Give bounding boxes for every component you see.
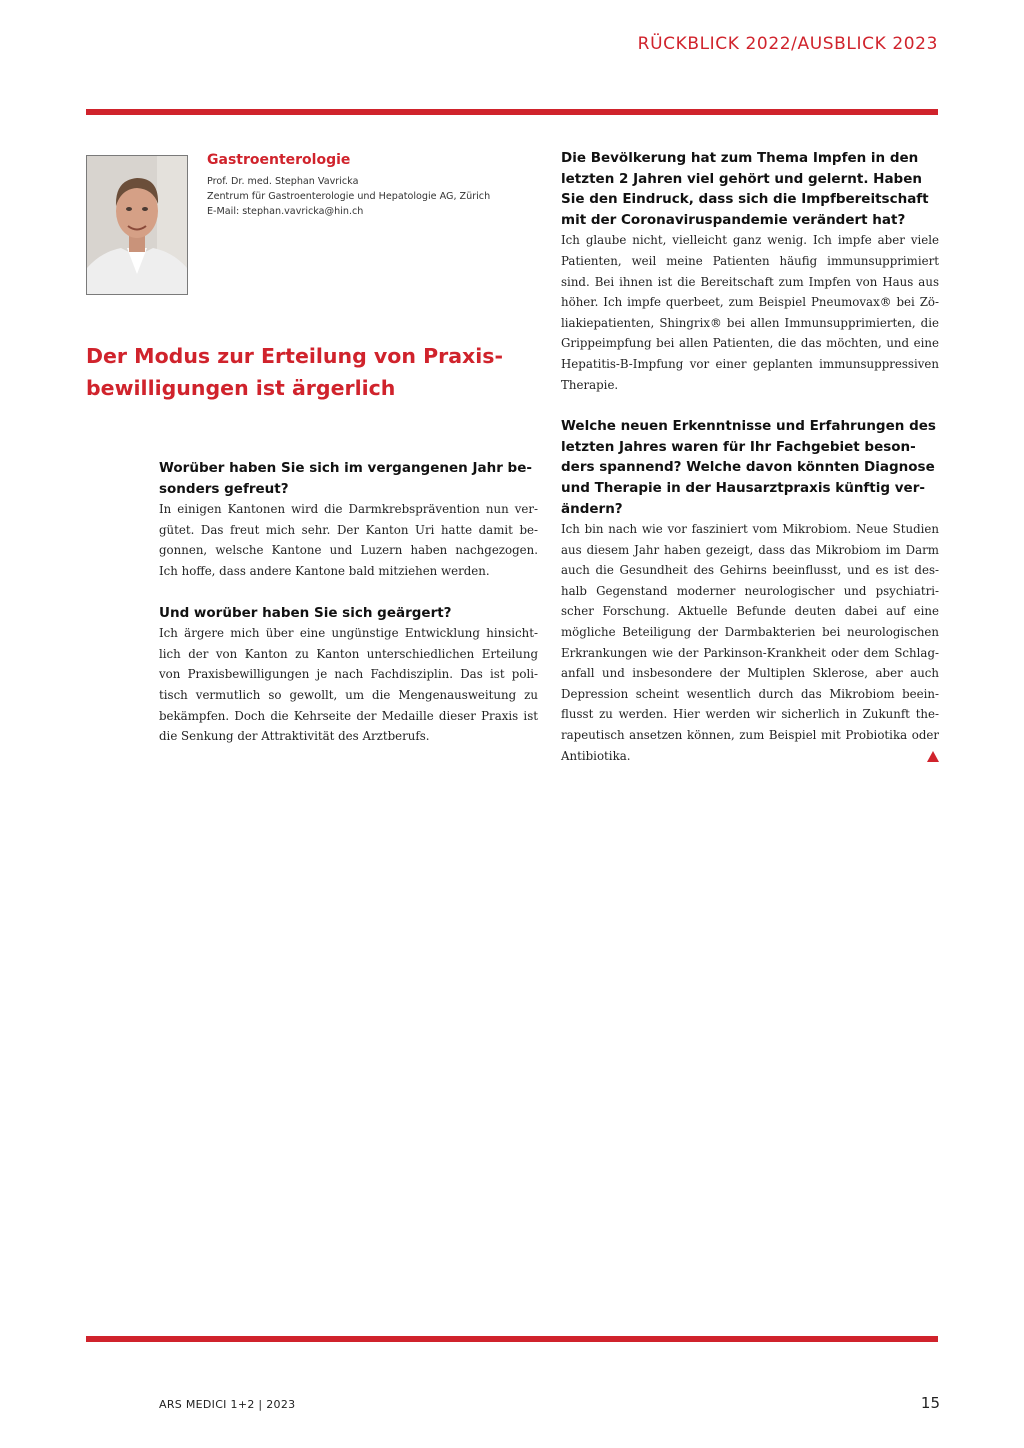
answer-paragraph <box>561 230 939 395</box>
question-line: Und worüber haben Sie sich geärgert? <box>159 604 452 621</box>
answer-line: Ich bin nach wie vor fasziniert vom Mikrobiom. Neue Studien <box>561 522 939 537</box>
answer-paragraph <box>159 623 538 747</box>
section-header: RÜCKBLICK 2022/AUSBLICK 2023 <box>637 34 938 54</box>
answer-line: von Praxisbewilligungen je nach Fachdisziplin. Das ist poli- <box>159 667 538 682</box>
answer-line: Therapie. <box>561 377 619 392</box>
question-line: letzten Jahres waren für Ihr Fachgebiet beson- <box>561 438 916 455</box>
answer-line: Depression scheint wesentlich durch das Mikrobiom beein- <box>561 686 939 701</box>
answer-line: Ich ärgere mich über eine ungünstige Entwicklung hinsicht- <box>159 626 538 641</box>
answer-line: höher. Ich impfe querbeet, zum Beispiel Pneumovax® bei Zö- <box>561 295 939 310</box>
answer-line: Hepatitis-B-Impfung vor einer geplanten immunsuppressiven <box>561 356 939 371</box>
answer-line: liakiepatienten, Shingrix® bei allen Immunsupprimierten, die <box>561 315 939 330</box>
page-number: 15 <box>920 1394 940 1412</box>
author-affiliation: Zentrum für Gastroenterologie und Hepatologie AG, Zürich <box>207 191 491 202</box>
answer-line: rapeutisch ansetzen können, zum Beispiel mit Probiotika oder <box>561 728 939 743</box>
answer-line: die Senkung der Attraktivität des Arztberufs. <box>159 729 430 744</box>
answer-line: lich der von Kanton zu Kanton unterschiedlichen Erteilung <box>159 646 538 661</box>
answer-line: auch die Gesundheit des Gehirns beeinflusst, und es ist des- <box>561 563 939 578</box>
article-headline <box>86 340 506 404</box>
question-line: Worüber haben Sie sich im vergangenen Jahr be- <box>159 460 532 476</box>
answer-line: mögliche Beteiligung der Darmbakterien bei neurologischen <box>561 625 939 640</box>
specialty-title: Gastroenterologie <box>207 152 351 168</box>
answer-line: flusst zu werden. Hier werden wir sicherlich in Zukunft the- <box>561 707 939 722</box>
question-line: mit der Coronaviruspandemie verändert hat? <box>561 211 906 228</box>
answer-line: anfall und insbesondere der Multiplen Sklerose, aber auch <box>561 666 939 681</box>
question-line: ändern? <box>561 500 623 517</box>
question-heading <box>561 148 939 230</box>
end-of-article-triangle-icon <box>927 751 939 762</box>
author-info <box>207 152 547 219</box>
left-column <box>159 458 538 747</box>
question-line: sonders gefreut? <box>159 480 289 497</box>
answer-line: gonnen, welsche Kantone und Luzern haben nachgezogen. <box>159 543 538 558</box>
question-heading <box>159 458 538 499</box>
answer-line: bekämpfen. Doch die Kehrseite der Medaille dieser Praxis ist <box>159 708 538 723</box>
answer-line: scher Forschung. Aktuelle Befunde deuten dabei auf eine <box>561 604 939 619</box>
question-line: Sie den Eindruck, dass sich die Impfbereitschaft <box>561 191 929 208</box>
answer-line: aus diesem Jahr haben gezeigt, dass das Mikrobiom im Darm <box>561 542 939 557</box>
footer-journal-issue: ARS MEDICI 1+2 | 2023 <box>159 1398 296 1411</box>
answer-line: Ich glaube nicht, vielleicht ganz wenig. Ich impfe aber viele <box>561 233 939 248</box>
question-line: Die Bevölkerung hat zum Thema Impfen in den <box>561 150 919 166</box>
answer-line: gütet. Das freut mich sehr. Der Kanton Uri hatte damit be- <box>159 522 538 537</box>
question-line: und Therapie in der Hausarztpraxis künftig ver- <box>561 479 925 496</box>
headline-line: bewilligungen ist ärgerlich <box>86 376 396 400</box>
answer-line: In einigen Kantonen wird die Darmkrebsprävention nun ver- <box>159 502 538 517</box>
answer-line: halb Gegenstand moderner neurologischer und psychiatri- <box>561 583 939 598</box>
answer-line: Patienten, weil meine Patienten häufig immunsupprimiert <box>561 253 939 268</box>
author-photo <box>86 155 188 295</box>
question-heading <box>159 603 538 624</box>
question-line: letzten 2 Jahren viel gehört und gelernt. Haben <box>561 170 922 187</box>
answer-line: Antibiotika. <box>561 748 631 763</box>
right-column <box>561 148 939 766</box>
answer-line: sind. Bei ihnen ist die Bereitschaft zum Impfen von Haus aus <box>561 274 939 289</box>
headline-line: Der Modus zur Erteilung von Praxis- <box>86 344 504 368</box>
answer-line: Grippeimpfung bei allen Patienten, die das möchten, und eine <box>561 336 939 351</box>
bottom-rule <box>86 1336 938 1342</box>
author-email: E-Mail: stephan.vavricka@hin.ch <box>207 206 364 217</box>
question-line: ders spannend? Welche davon könnten Diagnose <box>561 459 935 476</box>
top-rule <box>86 109 938 115</box>
answer-paragraph <box>159 499 538 581</box>
answer-paragraph <box>561 519 939 766</box>
question-line: Welche neuen Erkenntnisse und Erfahrungen des <box>561 418 936 435</box>
answer-line: tisch vermutlich so gewollt, um die Mengenausweitung zu <box>159 687 538 702</box>
answer-line: Erkrankungen wie der Parkinson-Krankheit oder dem Schlag- <box>561 645 939 660</box>
author-name: Prof. Dr. med. Stephan Vavricka <box>207 176 359 187</box>
answer-line: Ich hoffe, dass andere Kantone bald mitziehen werden. <box>159 563 490 578</box>
question-heading <box>561 416 939 519</box>
